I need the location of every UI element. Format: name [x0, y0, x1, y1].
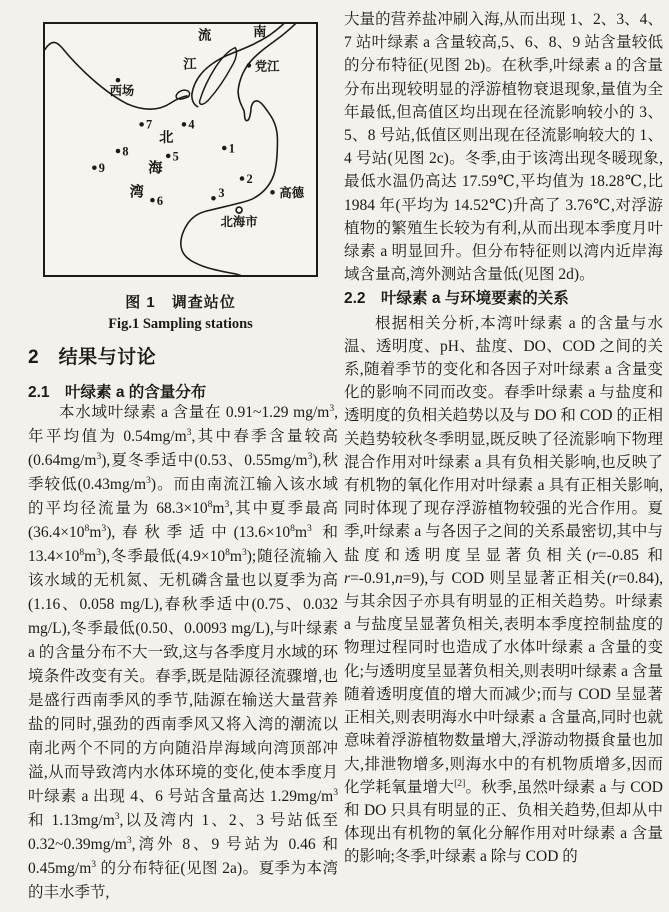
station-dot — [92, 165, 97, 170]
station-number: 1 — [228, 141, 235, 156]
station-number: 6 — [156, 194, 164, 209]
place-dot — [116, 78, 121, 83]
station-dot — [240, 176, 245, 181]
map-labels — [92, 24, 305, 229]
place-dot — [270, 190, 275, 195]
station-dot — [139, 122, 144, 127]
station-number: 5 — [172, 149, 179, 164]
river-name-char: 流 — [197, 27, 212, 43]
river-name-char: 江 — [183, 56, 197, 72]
bay-name-char: 海 — [148, 160, 163, 177]
left-column — [28, 0, 338, 912]
figure-1-map — [43, 22, 318, 277]
river-island — [200, 48, 237, 105]
place-name: 党江 — [254, 59, 280, 74]
bay-name-char: 湾 — [129, 184, 144, 201]
paragraph-2-1-left: 本水域叶绿素 a 含量在 0.91~1.29 $mg/m^3$,年平均值为 $0.54mg/m^3$,其中春季含量较高$(0.64mg/m^3)$,夏冬季适中(0.53、$0.55mg/m^3$),秋季较低$(0.43mg/m^3)$。而由南流江输入该水域的平均径流量为 $68.3\times 10^8m^3$,其中夏季最高$(36.4\times 10^8m^3)$,春秋季适中($13.6\times 10^8m^3$ 和 $13.4\times 10^8m^3$),冬季最低$(4.9\times 10^8m^3)$;随径流输入该水域的无机氮、无机磷含量也以夏季为高(1.16、0.058 mg/L),春秋季适中(0.75、0.032 mg/L),冬季最低(0.50、0.0093 mg/L),与叶绿素 a 的含量分布不大一致,这与各季度月水域的环境条件改变有关。春季,既是陆源径流骤增,也是盛行西南季风的季节,陆源在输送大量营养盐的同时,强劲的西南季风又将入湾的潮流以南北两个不同的方向随沿岸海域向湾顶部冲溢,从而导致湾内水体环境的变化,使本季度月叶绿素 a 出现 4、6 号站含量高达 $1.29mg/m^3$ 和 $1.13mg/m^3$,以及湾内 1、2、3 号站低至 $0.32\sim 0.39mg/m^3$,湾外 8、9 号站为 0.46 和 $0.45mg/m^3$ 的分布特征(见图 2a)。夏季为本湾的丰水季节, — [28, 402, 338, 901]
station-dot — [182, 122, 187, 127]
place-name: 高德 — [279, 186, 305, 201]
station-dot — [150, 198, 155, 203]
station-number: 8 — [122, 144, 129, 159]
river-name-char: 南 — [253, 24, 267, 39]
place-dot — [236, 207, 242, 213]
station-number: 7 — [146, 117, 153, 132]
station-dot — [222, 146, 227, 151]
station-dot — [116, 149, 121, 154]
station-number: 3 — [218, 186, 225, 201]
paragraph-2-1-right: 大量的营养盐冲刷入海,从而出现 1、2、3、4、7 站叶绿素 a 含量较高,5、6、8、9 站含量较低的分布特征(见图 2b)。在秋季,叶绿素 a 的含量分布出现较明显的浮游植物衰退现象,量值为全年最低,但高值区均出现在径流影响较小的 3、5、8 号站,低值区则出现在径流影响较大的 1、4 号站(见图 2c)。冬季,由于该湾出现冬暖现象,最低水温仍高达 17.59℃,平均值为 18.28℃,比 1984 年(平均为 14.52℃)升高了 3.76℃,对浮游植物的繁殖生长较为有利,从而出现本季度月叶绿素 a 明显回升。但分布特征则以湾内近岸海域含量高,湾外测站含量低(见图 2d)。 — [344, 11, 663, 284]
place-name: 北海市 — [220, 214, 258, 229]
subsection-heading-2-1: 2.1 叶绿素 a 的含量分布 — [28, 384, 207, 401]
station-number: 9 — [98, 161, 105, 176]
bay-name-char: 北 — [159, 130, 174, 147]
place-dot — [247, 63, 252, 68]
subsection-heading-2-2: 2.2 叶绿素 a 与环境要素的关系 — [344, 290, 569, 308]
coastline-northwest — [45, 42, 187, 109]
place-name: 西场 — [109, 83, 135, 98]
station-number: 2 — [246, 171, 253, 186]
paragraph-2-2: 根据相关分析,本湾叶绿素 a 的含量与水温、透明度、pH、盐度、DO、COD 之间的关系,随着季节的变化和各因子对叶绿素 a 含量变化的影响不同而改变。春季叶绿素 a 与盐度和透明度的负相关趋势以及与 DO 和 COD 的正相关趋势较秋冬季明显,既反映了径流影响下物理混合作用对叶绿素 a 具有负相关影响,也反映了有机物的氧化作用对叶绿素 a 具有正相关影响,同时体现了现存浮游植物较强的光合作用。夏季,叶绿素 a 与各因子之间的关系最密切,其中与盐度和透明度呈显著负相关(r=-0.85 和 r=-0.91,n=9),与 COD 则呈显著正相关(r=0.84),与其余因子亦具有明显的正相关趋势。叶绿素 a 与盐度呈显著负相关,表明本季度控制盐度的物理过程同时也造成了水体叶绿素 a 含量的变化;与透明度呈显著负相关,则表明叶绿素 a 含量随着透明度值的增大而减少;而与 COD 呈显著正相关,则表明海水中叶绿素 a 含量高,同时也就意味着浮游植物数量增大,浮游动物摄食量也加大,排泄物增多,则海水中的有机物质增多,因而化学耗氧量增大[2]。秋季,虽然叶绿素 a 与 COD 和 DO 只具有明显的正、负相关趋势,但却从中体现出有机物的氧化分解作用对叶绿素 a 含量的影响;冬季,叶绿素 a 除与 COD 的 — [344, 314, 663, 866]
figure-caption-en: Fig.1 Sampling stations — [108, 316, 253, 332]
right-column — [344, 8, 663, 869]
sampling-stations-map — [45, 24, 316, 275]
station-number: 4 — [188, 117, 195, 132]
station-dot — [166, 154, 171, 159]
section-heading-results: 2 结果与讨论 — [28, 347, 157, 368]
figure-caption-zh: 图 1 调查站位 — [125, 294, 236, 311]
islet — [176, 90, 190, 99]
station-dot — [211, 196, 216, 201]
